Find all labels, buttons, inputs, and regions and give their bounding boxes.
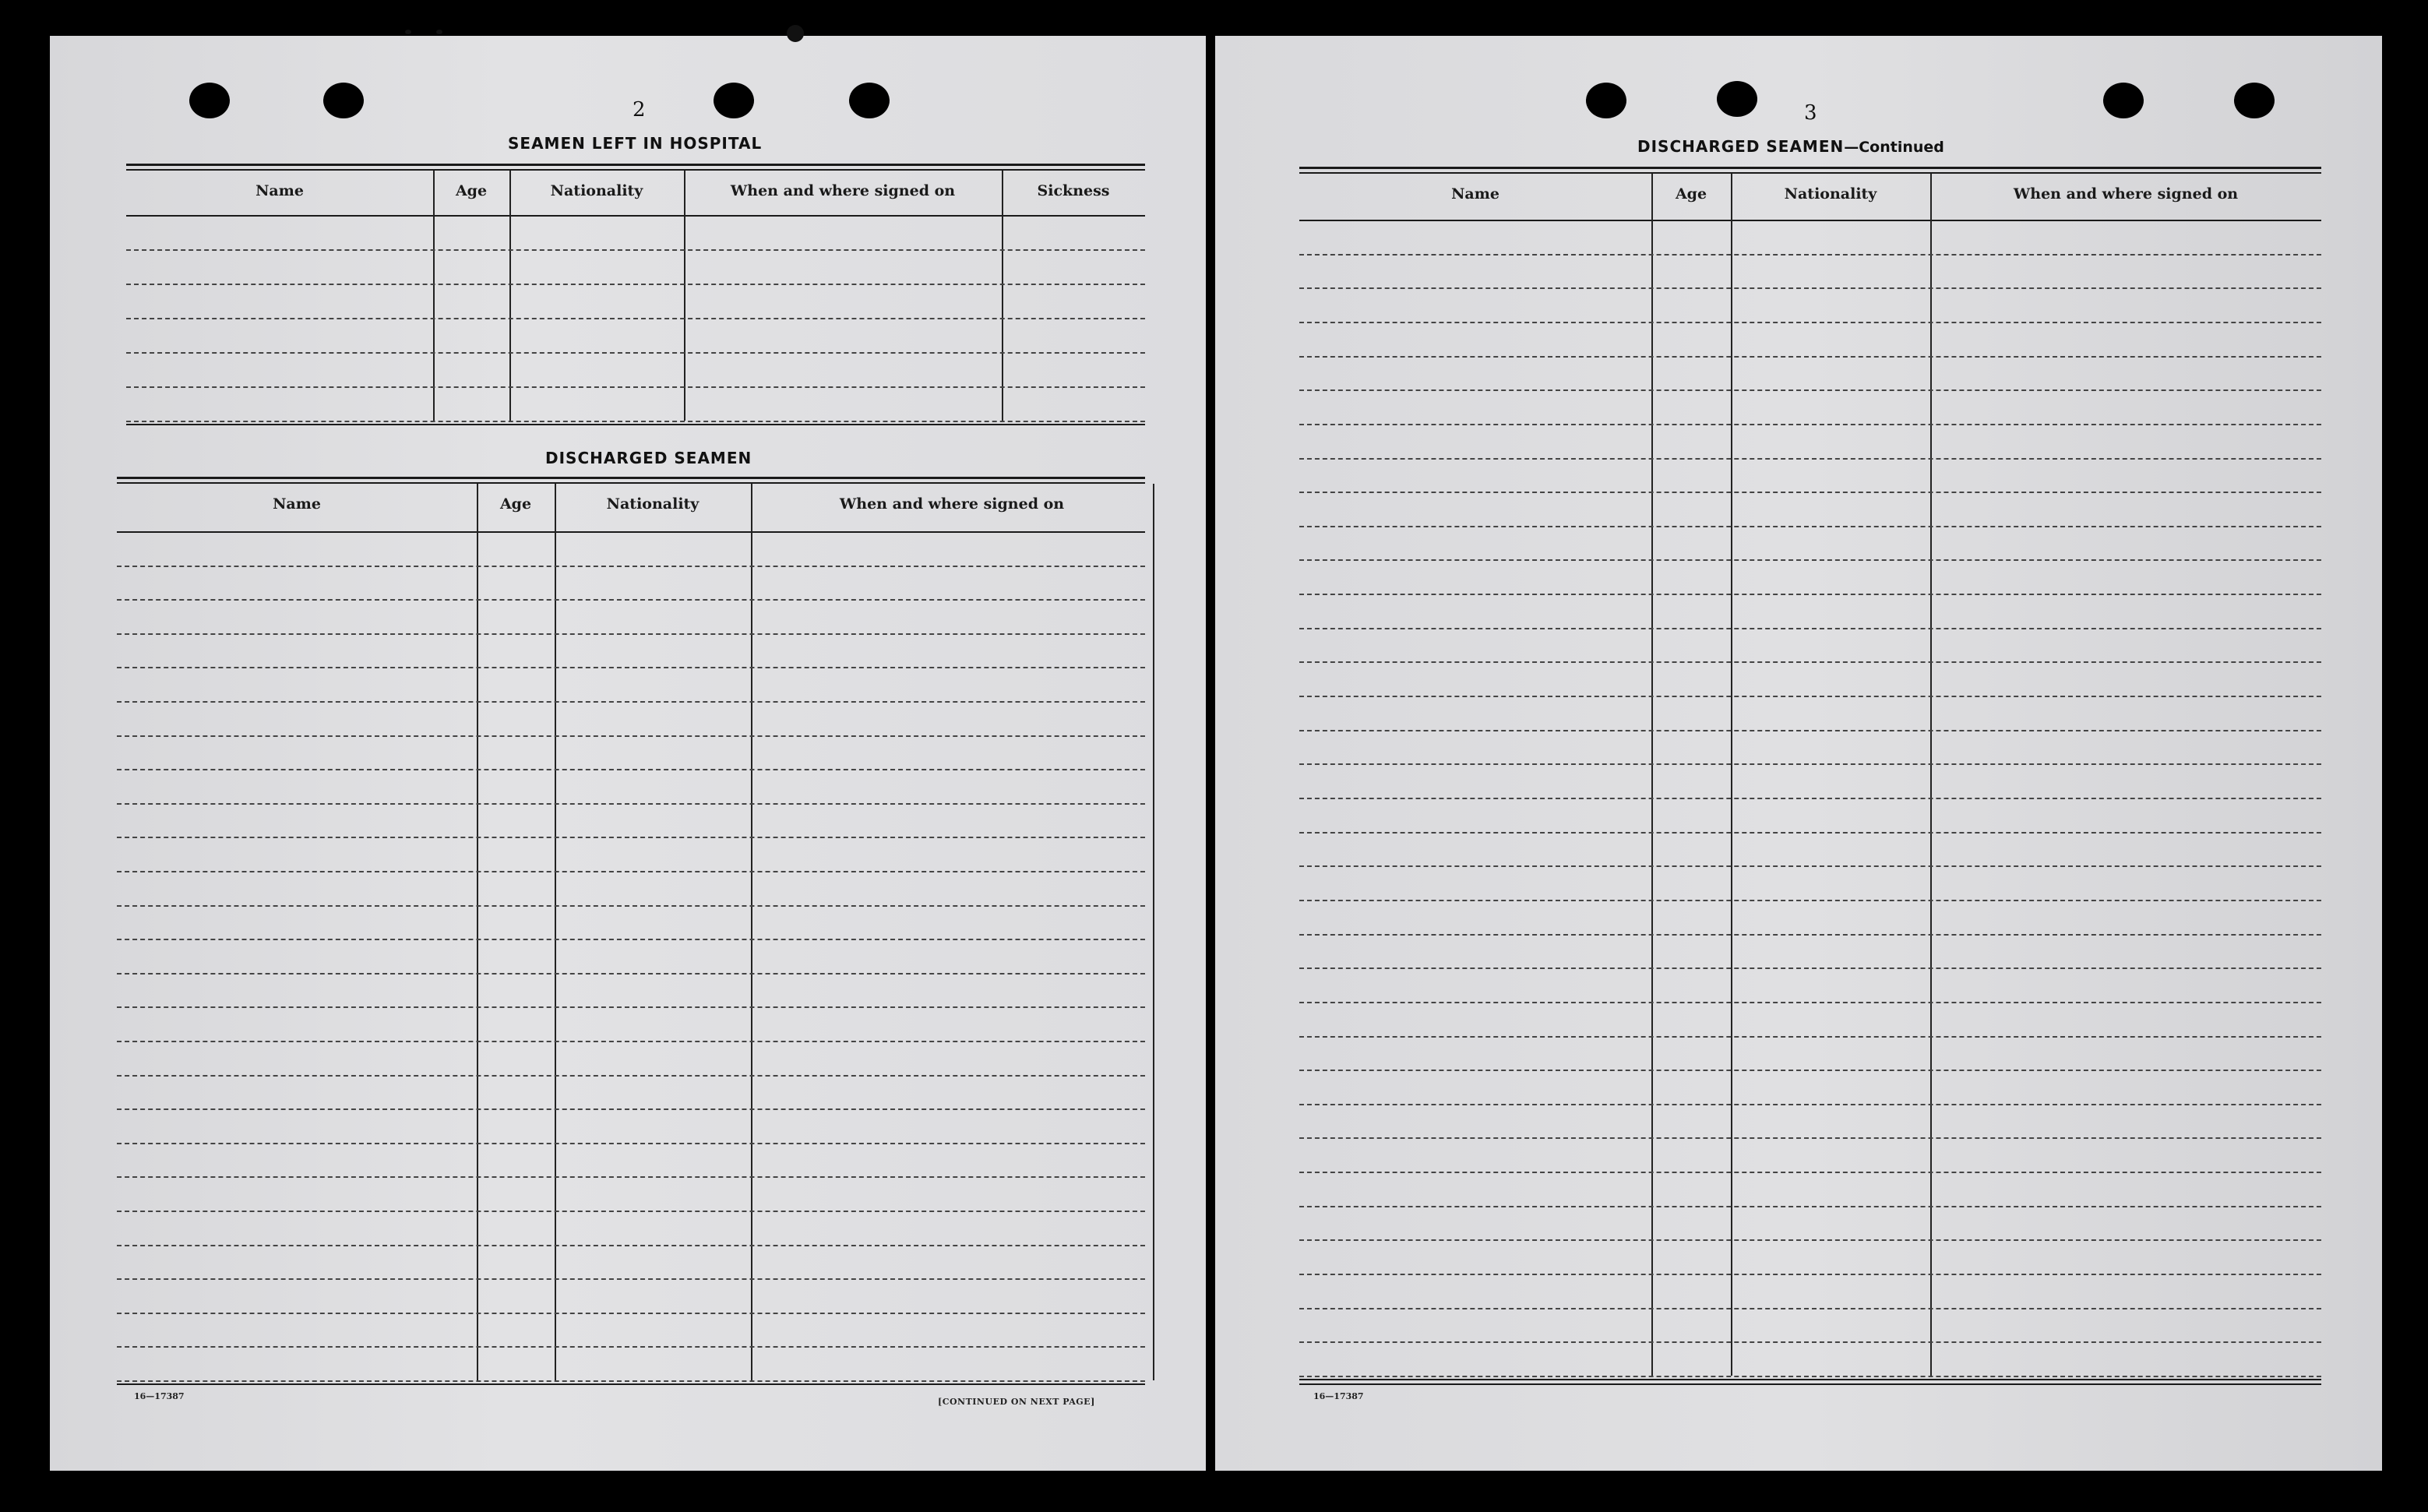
discharged-section-title: DISCHARGED SEAMEN: [545, 449, 752, 467]
discharged-row-line: [117, 633, 1145, 635]
form-code: 16—17387: [1313, 1391, 1364, 1401]
page-number: 2: [633, 98, 646, 122]
discharged-cont-row-line: [1299, 254, 2321, 256]
hospital-col-header: When and where signed on: [730, 182, 956, 199]
hospital-top-rule: [126, 164, 1145, 166]
discharged-col-header: When and where signed on: [839, 495, 1065, 513]
discharged-top-rule: [117, 477, 1145, 479]
discharged-col-header: Age: [499, 495, 532, 513]
hospital-row-line: [126, 284, 1145, 285]
punch-hole: [849, 83, 890, 118]
hospital-col-header: Age: [455, 182, 488, 199]
discharged-cont-col-divider: [1930, 174, 1932, 1376]
form-code: 16—17387: [134, 1391, 185, 1401]
discharged-row-line: [117, 769, 1145, 770]
discharged-col-divider: [1153, 484, 1154, 1380]
discharged-row-line: [117, 939, 1145, 940]
punch-hole: [1717, 81, 1757, 117]
discharged-row-line: [117, 1143, 1145, 1144]
hospital-bottom-rule: [126, 424, 1145, 425]
discharged-cont-row-line: [1299, 559, 2321, 561]
hospital-top-rule-2: [126, 169, 1145, 171]
discharged-cont-row-line: [1299, 1308, 2321, 1309]
discharged-cont-top-rule-2: [1299, 172, 2321, 174]
discharged-cont-row-line: [1299, 865, 2321, 867]
discharged-cont-row-line: [1299, 1002, 2321, 1003]
discharged-cont-top-rule: [1299, 167, 2321, 169]
discharged-cont-col-header: When and where signed on: [2013, 185, 2239, 203]
discharged-cont-row-line: [1299, 1341, 2321, 1343]
discharged-cont-col-header: Age: [1675, 185, 1707, 203]
discharged-cont-row-line: [1299, 1172, 2321, 1173]
discharged-cont-row-line: [1299, 389, 2321, 391]
discharged-cont-row-line: [1299, 934, 2321, 936]
discharged-cont-row-line: [1299, 730, 2321, 731]
hospital-row-line: [126, 421, 1145, 422]
discharged-col-header: Nationality: [606, 495, 700, 513]
discharged-row-line: [117, 1041, 1145, 1042]
discharged-cont-row-line: [1299, 458, 2321, 460]
hospital-col-divider: [684, 171, 685, 421]
discharged-row-line: [117, 803, 1145, 805]
discharged-row-line: [117, 1313, 1145, 1314]
hospital-col-divider: [509, 171, 511, 421]
hospital-row-line: [126, 249, 1145, 251]
punch-hole: [1586, 83, 1626, 118]
hospital-row-line: [126, 352, 1145, 354]
discharged-cont-row-line: [1299, 763, 2321, 765]
discharged-cont-row-line: [1299, 628, 2321, 629]
discharged-cont-row-line: [1299, 1137, 2321, 1139]
hospital-col-header: Name: [255, 182, 304, 199]
discharged-row-line: [117, 1245, 1145, 1246]
discharged-cont-row-line: [1299, 322, 2321, 323]
discharged-row-line: [117, 1176, 1145, 1178]
discharged-cont-col-header: Nationality: [1784, 185, 1877, 203]
discharged-header-rule: [117, 531, 1145, 533]
discharged-cont-row-line: [1299, 798, 2321, 799]
hospital-section-title: SEAMEN LEFT IN HOSPITAL: [508, 134, 763, 153]
discharged-bottom-rule: [117, 1383, 1145, 1385]
discharged-row-line: [117, 871, 1145, 872]
discharged-row-line: [117, 973, 1145, 975]
discharged-cont-row-line: [1299, 1036, 2321, 1038]
discharged-cont-row-line: [1299, 287, 2321, 289]
discharged-row-line: [117, 566, 1145, 567]
section-title-text: DISCHARGED SEAMEN: [1637, 137, 1845, 156]
discharged-cont-row-line: [1299, 832, 2321, 834]
discharged-row-line: [117, 599, 1145, 601]
discharged-cont-col-header: Name: [1451, 185, 1499, 203]
discharged-cont-row-line: [1299, 1104, 2321, 1105]
continued-note: [CONTINUED ON NEXT PAGE]: [938, 1397, 1095, 1407]
discharged-cont-row-line: [1299, 1376, 2321, 1377]
discharged-cont-row-line: [1299, 492, 2321, 493]
hospital-col-header: Sickness: [1037, 182, 1110, 199]
discharged-col-header: Name: [273, 495, 321, 513]
punch-hole: [714, 83, 754, 118]
discharged-row-line: [117, 1211, 1145, 1212]
discharged-row-line: [117, 1006, 1145, 1008]
scan-speck: [787, 25, 804, 42]
punch-hole: [2234, 83, 2275, 118]
discharged-row-line: [117, 1075, 1145, 1077]
discharged-row-line: [117, 1108, 1145, 1110]
discharged-cont-row-line: [1299, 696, 2321, 697]
discharged-continued-title: [1637, 137, 1944, 156]
discharged-cont-row-line: [1299, 526, 2321, 527]
discharged-cont-row-line: [1299, 1070, 2321, 1071]
section-title-suffix: —Continued: [1844, 139, 1944, 156]
discharged-cont-row-line: [1299, 1239, 2321, 1241]
discharged-cont-row-line: [1299, 1206, 2321, 1207]
hospital-row-line: [126, 318, 1145, 319]
hospital-row-line: [126, 386, 1145, 388]
discharged-cont-bottom-rule-2: [1299, 1383, 2321, 1385]
discharged-cont-row-line: [1299, 356, 2321, 358]
discharged-row-line: [117, 667, 1145, 668]
discharged-cont-col-divider: [1731, 174, 1732, 1376]
discharged-row-line: [117, 1346, 1145, 1348]
punch-hole: [189, 83, 230, 118]
left-page: [50, 36, 1206, 1471]
scan-speck: [436, 30, 442, 34]
hospital-col-divider: [1002, 171, 1003, 421]
punch-hole: [323, 83, 364, 118]
discharged-cont-row-line: [1299, 900, 2321, 901]
discharged-cont-row-line: [1299, 424, 2321, 425]
hospital-header-rule: [126, 215, 1145, 217]
punch-hole: [2103, 83, 2144, 118]
hospital-col-divider: [433, 171, 435, 421]
discharged-cont-row-line: [1299, 1274, 2321, 1275]
discharged-cont-row-line: [1299, 661, 2321, 663]
scan-speck: [405, 30, 411, 34]
discharged-top-rule-2: [117, 482, 1145, 484]
discharged-row-line: [117, 905, 1145, 907]
hospital-col-header: Nationality: [550, 182, 643, 199]
page-number: 3: [1804, 101, 1817, 125]
discharged-row-line: [117, 1380, 1145, 1382]
discharged-cont-row-line: [1299, 594, 2321, 595]
discharged-row-line: [117, 1278, 1145, 1280]
right-page: [1215, 36, 2382, 1471]
discharged-row-line: [117, 701, 1145, 703]
discharged-cont-col-divider: [1651, 174, 1653, 1376]
discharged-cont-header-rule: [1299, 220, 2321, 221]
discharged-cont-row-line: [1299, 967, 2321, 969]
discharged-cont-bottom-rule: [1299, 1379, 2321, 1380]
discharged-row-line: [117, 735, 1145, 737]
discharged-row-line: [117, 837, 1145, 838]
